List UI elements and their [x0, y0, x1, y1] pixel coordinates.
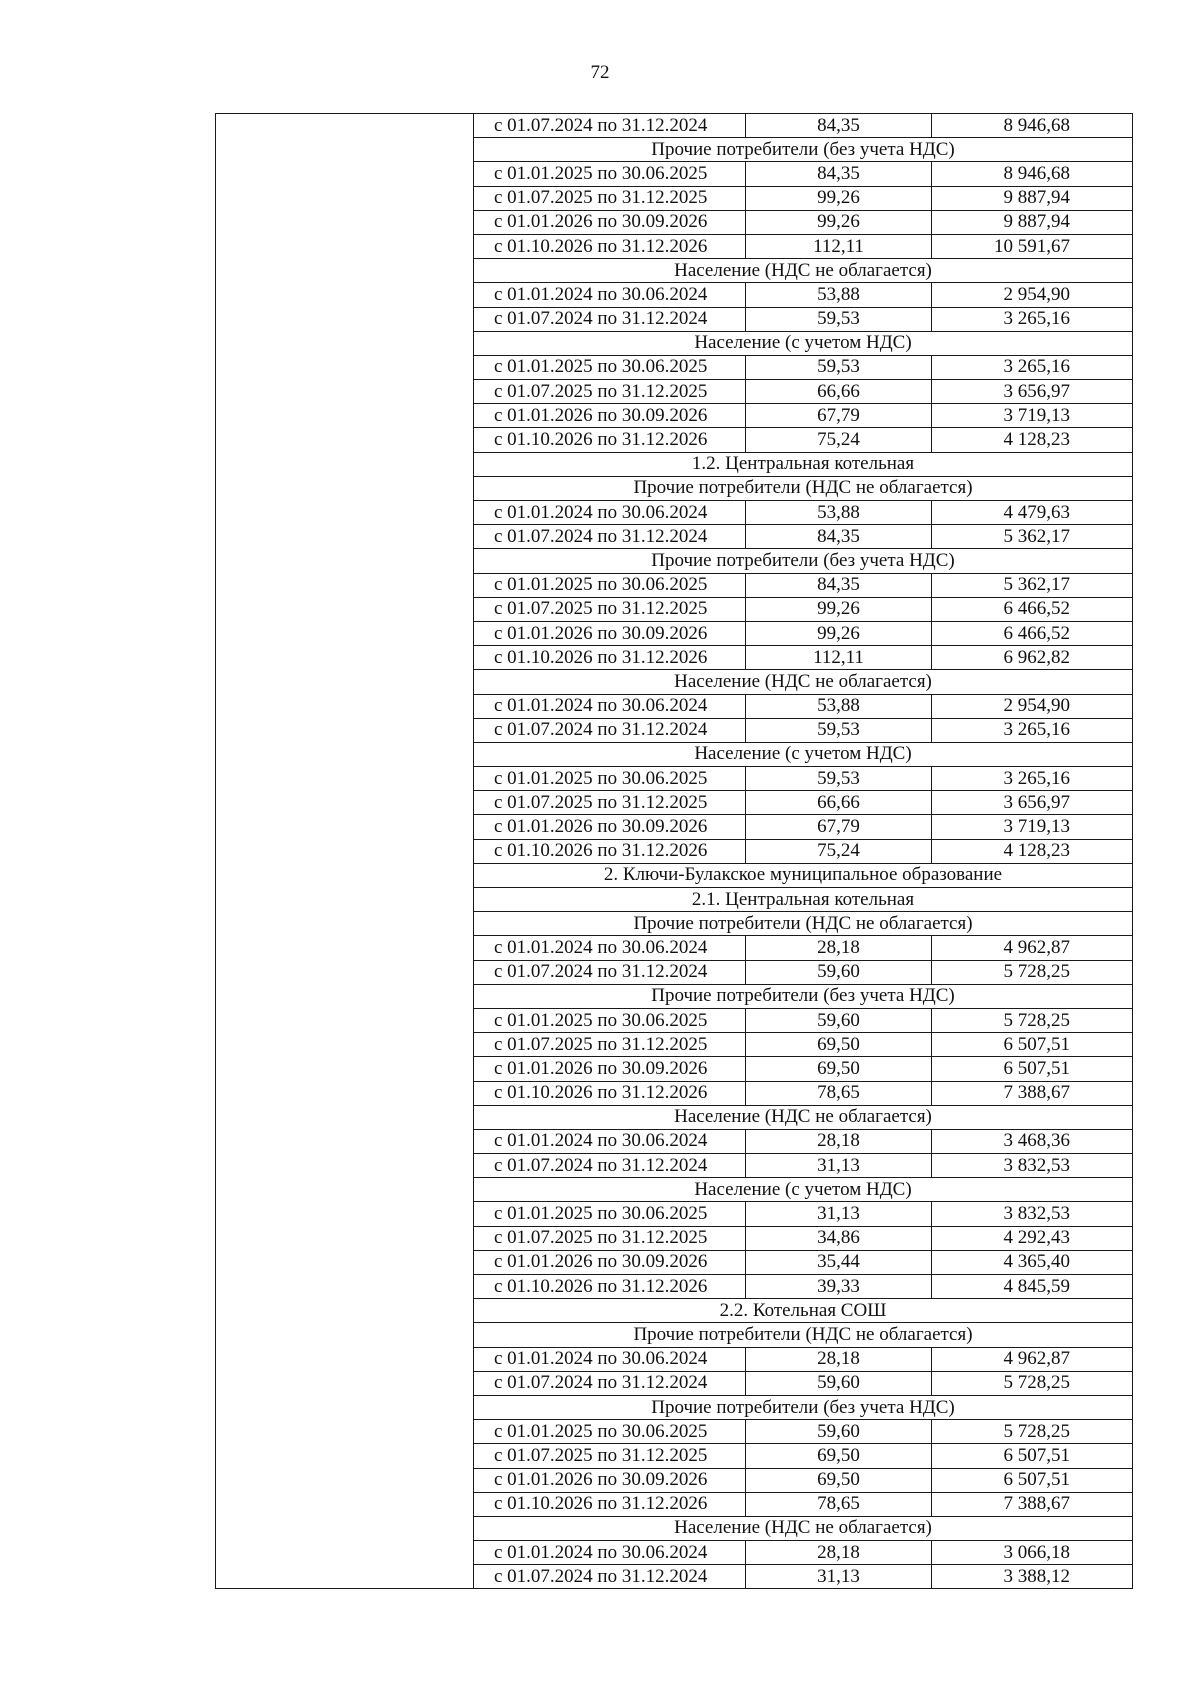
period-cell: с 01.07.2025 по 31.12.2025 — [474, 597, 746, 621]
value-cell-1: 34,86 — [746, 1226, 932, 1250]
value-cell-2: 3 265,16 — [932, 355, 1133, 379]
value-cell-1: 28,18 — [746, 936, 932, 960]
value-cell-1: 66,66 — [746, 791, 932, 815]
value-cell-2: 2 954,90 — [932, 694, 1133, 718]
period-cell: с 01.10.2026 по 31.12.2026 — [474, 234, 746, 258]
value-cell-1: 31,13 — [746, 1565, 932, 1589]
value-cell-1: 84,35 — [746, 525, 932, 549]
period-cell: с 01.01.2025 по 30.06.2025 — [474, 573, 746, 597]
section-header: Население (с учетом НДС) — [474, 742, 1133, 766]
value-cell-1: 75,24 — [746, 428, 932, 452]
value-cell-1: 53,88 — [746, 283, 932, 307]
value-cell-1: 28,18 — [746, 1347, 932, 1371]
value-cell-1: 69,50 — [746, 1444, 932, 1468]
value-cell-2: 4 962,87 — [932, 1347, 1133, 1371]
value-cell-1: 69,50 — [746, 1033, 932, 1057]
value-cell-1: 39,33 — [746, 1275, 932, 1299]
period-cell: с 01.07.2024 по 31.12.2024 — [474, 718, 746, 742]
value-cell-2: 4 128,23 — [932, 428, 1133, 452]
value-cell-2: 3 832,53 — [932, 1154, 1133, 1178]
period-cell: с 01.07.2025 по 31.12.2025 — [474, 1444, 746, 1468]
value-cell-1: 59,53 — [746, 355, 932, 379]
value-cell-2: 6 507,51 — [932, 1468, 1133, 1492]
value-cell-2: 6 466,52 — [932, 597, 1133, 621]
period-cell: с 01.07.2025 по 31.12.2025 — [474, 1226, 746, 1250]
value-cell-1: 31,13 — [746, 1202, 932, 1226]
value-cell-2: 4 365,40 — [932, 1250, 1133, 1274]
value-cell-1: 59,60 — [746, 960, 932, 984]
period-cell: с 01.07.2024 по 31.12.2024 — [474, 960, 746, 984]
period-cell: с 01.10.2026 по 31.12.2026 — [474, 839, 746, 863]
empty-left-column — [216, 114, 474, 1589]
period-cell: с 01.01.2024 по 30.06.2024 — [474, 936, 746, 960]
value-cell-1: 59,60 — [746, 1008, 932, 1032]
period-cell: с 01.01.2024 по 30.06.2024 — [474, 1541, 746, 1565]
value-cell-2: 8 946,68 — [932, 162, 1133, 186]
value-cell-2: 3 656,97 — [932, 380, 1133, 404]
value-cell-2: 5 728,25 — [932, 1008, 1133, 1032]
period-cell: с 01.07.2025 по 31.12.2025 — [474, 791, 746, 815]
value-cell-1: 59,60 — [746, 1420, 932, 1444]
value-cell-1: 84,35 — [746, 573, 932, 597]
period-cell: с 01.01.2025 по 30.06.2025 — [474, 767, 746, 791]
period-cell: с 01.01.2025 по 30.06.2025 — [474, 1008, 746, 1032]
value-cell-2: 7 388,67 — [932, 1492, 1133, 1516]
period-cell: с 01.01.2025 по 30.06.2025 — [474, 1420, 746, 1444]
value-cell-2: 6 507,51 — [932, 1057, 1133, 1081]
period-cell: с 01.01.2025 по 30.06.2025 — [474, 1202, 746, 1226]
period-cell: с 01.10.2026 по 31.12.2026 — [474, 646, 746, 670]
section-header: 1.2. Центральная котельная — [474, 452, 1133, 476]
section-header: Прочие потребители (НДС не облагается) — [474, 1323, 1133, 1347]
period-cell: с 01.01.2024 по 30.06.2024 — [474, 283, 746, 307]
section-header: Население (НДС не облагается) — [474, 1105, 1133, 1129]
value-cell-2: 4 962,87 — [932, 936, 1133, 960]
page-number: 72 — [590, 62, 610, 83]
value-cell-2: 6 507,51 — [932, 1444, 1133, 1468]
value-cell-2: 9 887,94 — [932, 210, 1133, 234]
value-cell-2: 3 719,13 — [932, 404, 1133, 428]
section-header: Население (НДС не облагается) — [474, 670, 1133, 694]
value-cell-2: 3 388,12 — [932, 1565, 1133, 1589]
period-cell: с 01.07.2024 по 31.12.2024 — [474, 307, 746, 331]
section-header: Прочие потребители (НДС не облагается) — [474, 912, 1133, 936]
value-cell-1: 67,79 — [746, 815, 932, 839]
value-cell-2: 2 954,90 — [932, 283, 1133, 307]
period-cell: с 01.01.2024 по 30.06.2024 — [474, 694, 746, 718]
value-cell-1: 69,50 — [746, 1057, 932, 1081]
period-cell: с 01.01.2026 по 30.09.2026 — [474, 1250, 746, 1274]
period-cell: с 01.01.2026 по 30.09.2026 — [474, 210, 746, 234]
value-cell-1: 99,26 — [746, 186, 932, 210]
value-cell-1: 78,65 — [746, 1492, 932, 1516]
period-cell: с 01.01.2024 по 30.06.2024 — [474, 1129, 746, 1153]
value-cell-1: 59,53 — [746, 767, 932, 791]
period-cell: с 01.01.2025 по 30.06.2025 — [474, 355, 746, 379]
period-cell: с 01.07.2024 по 31.12.2024 — [474, 114, 746, 138]
value-cell-2: 5 728,25 — [932, 1420, 1133, 1444]
value-cell-1: 35,44 — [746, 1250, 932, 1274]
period-cell: с 01.01.2026 по 30.09.2026 — [474, 1057, 746, 1081]
section-header: Население (с учетом НДС) — [474, 331, 1133, 355]
value-cell-2: 5 728,25 — [932, 1371, 1133, 1395]
period-cell: с 01.10.2026 по 31.12.2026 — [474, 1081, 746, 1105]
value-cell-2: 3 719,13 — [932, 815, 1133, 839]
value-cell-2: 6 466,52 — [932, 621, 1133, 645]
period-cell: с 01.07.2024 по 31.12.2024 — [474, 1565, 746, 1589]
value-cell-2: 4 292,43 — [932, 1226, 1133, 1250]
section-header: Население (НДС не облагается) — [474, 1516, 1133, 1540]
value-cell-1: 99,26 — [746, 210, 932, 234]
section-header: Прочие потребители (без учета НДС) — [474, 138, 1133, 162]
value-cell-1: 53,88 — [746, 694, 932, 718]
value-cell-1: 53,88 — [746, 501, 932, 525]
section-header: 2.2. Котельная СОШ — [474, 1299, 1133, 1323]
period-cell: с 01.07.2025 по 31.12.2025 — [474, 1033, 746, 1057]
section-header: Население (с учетом НДС) — [474, 1178, 1133, 1202]
value-cell-2: 3 066,18 — [932, 1541, 1133, 1565]
value-cell-1: 31,13 — [746, 1154, 932, 1178]
value-cell-2: 8 946,68 — [932, 114, 1133, 138]
value-cell-1: 67,79 — [746, 404, 932, 428]
value-cell-2: 3 265,16 — [932, 718, 1133, 742]
value-cell-2: 3 468,36 — [932, 1129, 1133, 1153]
value-cell-1: 28,18 — [746, 1129, 932, 1153]
value-cell-1: 28,18 — [746, 1541, 932, 1565]
value-cell-2: 3 265,16 — [932, 767, 1133, 791]
value-cell-2: 6 507,51 — [932, 1033, 1133, 1057]
value-cell-1: 99,26 — [746, 621, 932, 645]
value-cell-2: 5 362,17 — [932, 573, 1133, 597]
section-header: Прочие потребители (без учета НДС) — [474, 984, 1133, 1008]
value-cell-1: 84,35 — [746, 114, 932, 138]
value-cell-1: 59,53 — [746, 718, 932, 742]
section-header: 2. Ключи-Булакское муниципальное образование — [474, 863, 1133, 887]
value-cell-2: 3 265,16 — [932, 307, 1133, 331]
section-header: 2.1. Центральная котельная — [474, 888, 1133, 912]
period-cell: с 01.07.2024 по 31.12.2024 — [474, 1154, 746, 1178]
value-cell-2: 4 479,63 — [932, 501, 1133, 525]
value-cell-1: 75,24 — [746, 839, 932, 863]
period-cell: с 01.01.2026 по 30.09.2026 — [474, 815, 746, 839]
period-cell: с 01.01.2024 по 30.06.2024 — [474, 1347, 746, 1371]
value-cell-2: 3 656,97 — [932, 791, 1133, 815]
period-cell: с 01.01.2024 по 30.06.2024 — [474, 501, 746, 525]
period-cell: с 01.01.2026 по 30.09.2026 — [474, 621, 746, 645]
value-cell-2: 5 362,17 — [932, 525, 1133, 549]
tariff-table — [215, 113, 1133, 1589]
value-cell-1: 112,11 — [746, 234, 932, 258]
section-header: Прочие потребители (НДС не облагается) — [474, 476, 1133, 500]
value-cell-2: 4 845,59 — [932, 1275, 1133, 1299]
value-cell-2: 4 128,23 — [932, 839, 1133, 863]
value-cell-2: 10 591,67 — [932, 234, 1133, 258]
period-cell: с 01.10.2026 по 31.12.2026 — [474, 1492, 746, 1516]
value-cell-2: 3 832,53 — [932, 1202, 1133, 1226]
value-cell-1: 66,66 — [746, 380, 932, 404]
period-cell: с 01.07.2025 по 31.12.2025 — [474, 186, 746, 210]
period-cell: с 01.01.2026 по 30.09.2026 — [474, 404, 746, 428]
period-cell: с 01.07.2024 по 31.12.2024 — [474, 525, 746, 549]
value-cell-1: 112,11 — [746, 646, 932, 670]
value-cell-1: 59,60 — [746, 1371, 932, 1395]
value-cell-1: 78,65 — [746, 1081, 932, 1105]
period-cell: с 01.01.2026 по 30.09.2026 — [474, 1468, 746, 1492]
value-cell-1: 99,26 — [746, 597, 932, 621]
value-cell-1: 59,53 — [746, 307, 932, 331]
period-cell: с 01.07.2025 по 31.12.2025 — [474, 380, 746, 404]
value-cell-1: 84,35 — [746, 162, 932, 186]
value-cell-2: 7 388,67 — [932, 1081, 1133, 1105]
section-header: Население (НДС не облагается) — [474, 259, 1133, 283]
section-header: Прочие потребители (без учета НДС) — [474, 1395, 1133, 1419]
value-cell-2: 5 728,25 — [932, 960, 1133, 984]
period-cell: с 01.10.2026 по 31.12.2026 — [474, 428, 746, 452]
section-header: Прочие потребители (без учета НДС) — [474, 549, 1133, 573]
value-cell-1: 69,50 — [746, 1468, 932, 1492]
value-cell-2: 6 962,82 — [932, 646, 1133, 670]
period-cell: с 01.10.2026 по 31.12.2026 — [474, 1275, 746, 1299]
value-cell-2: 9 887,94 — [932, 186, 1133, 210]
table-row — [216, 114, 1133, 138]
period-cell: с 01.07.2024 по 31.12.2024 — [474, 1371, 746, 1395]
period-cell: с 01.01.2025 по 30.06.2025 — [474, 162, 746, 186]
tariff-table-body — [216, 114, 1133, 1589]
